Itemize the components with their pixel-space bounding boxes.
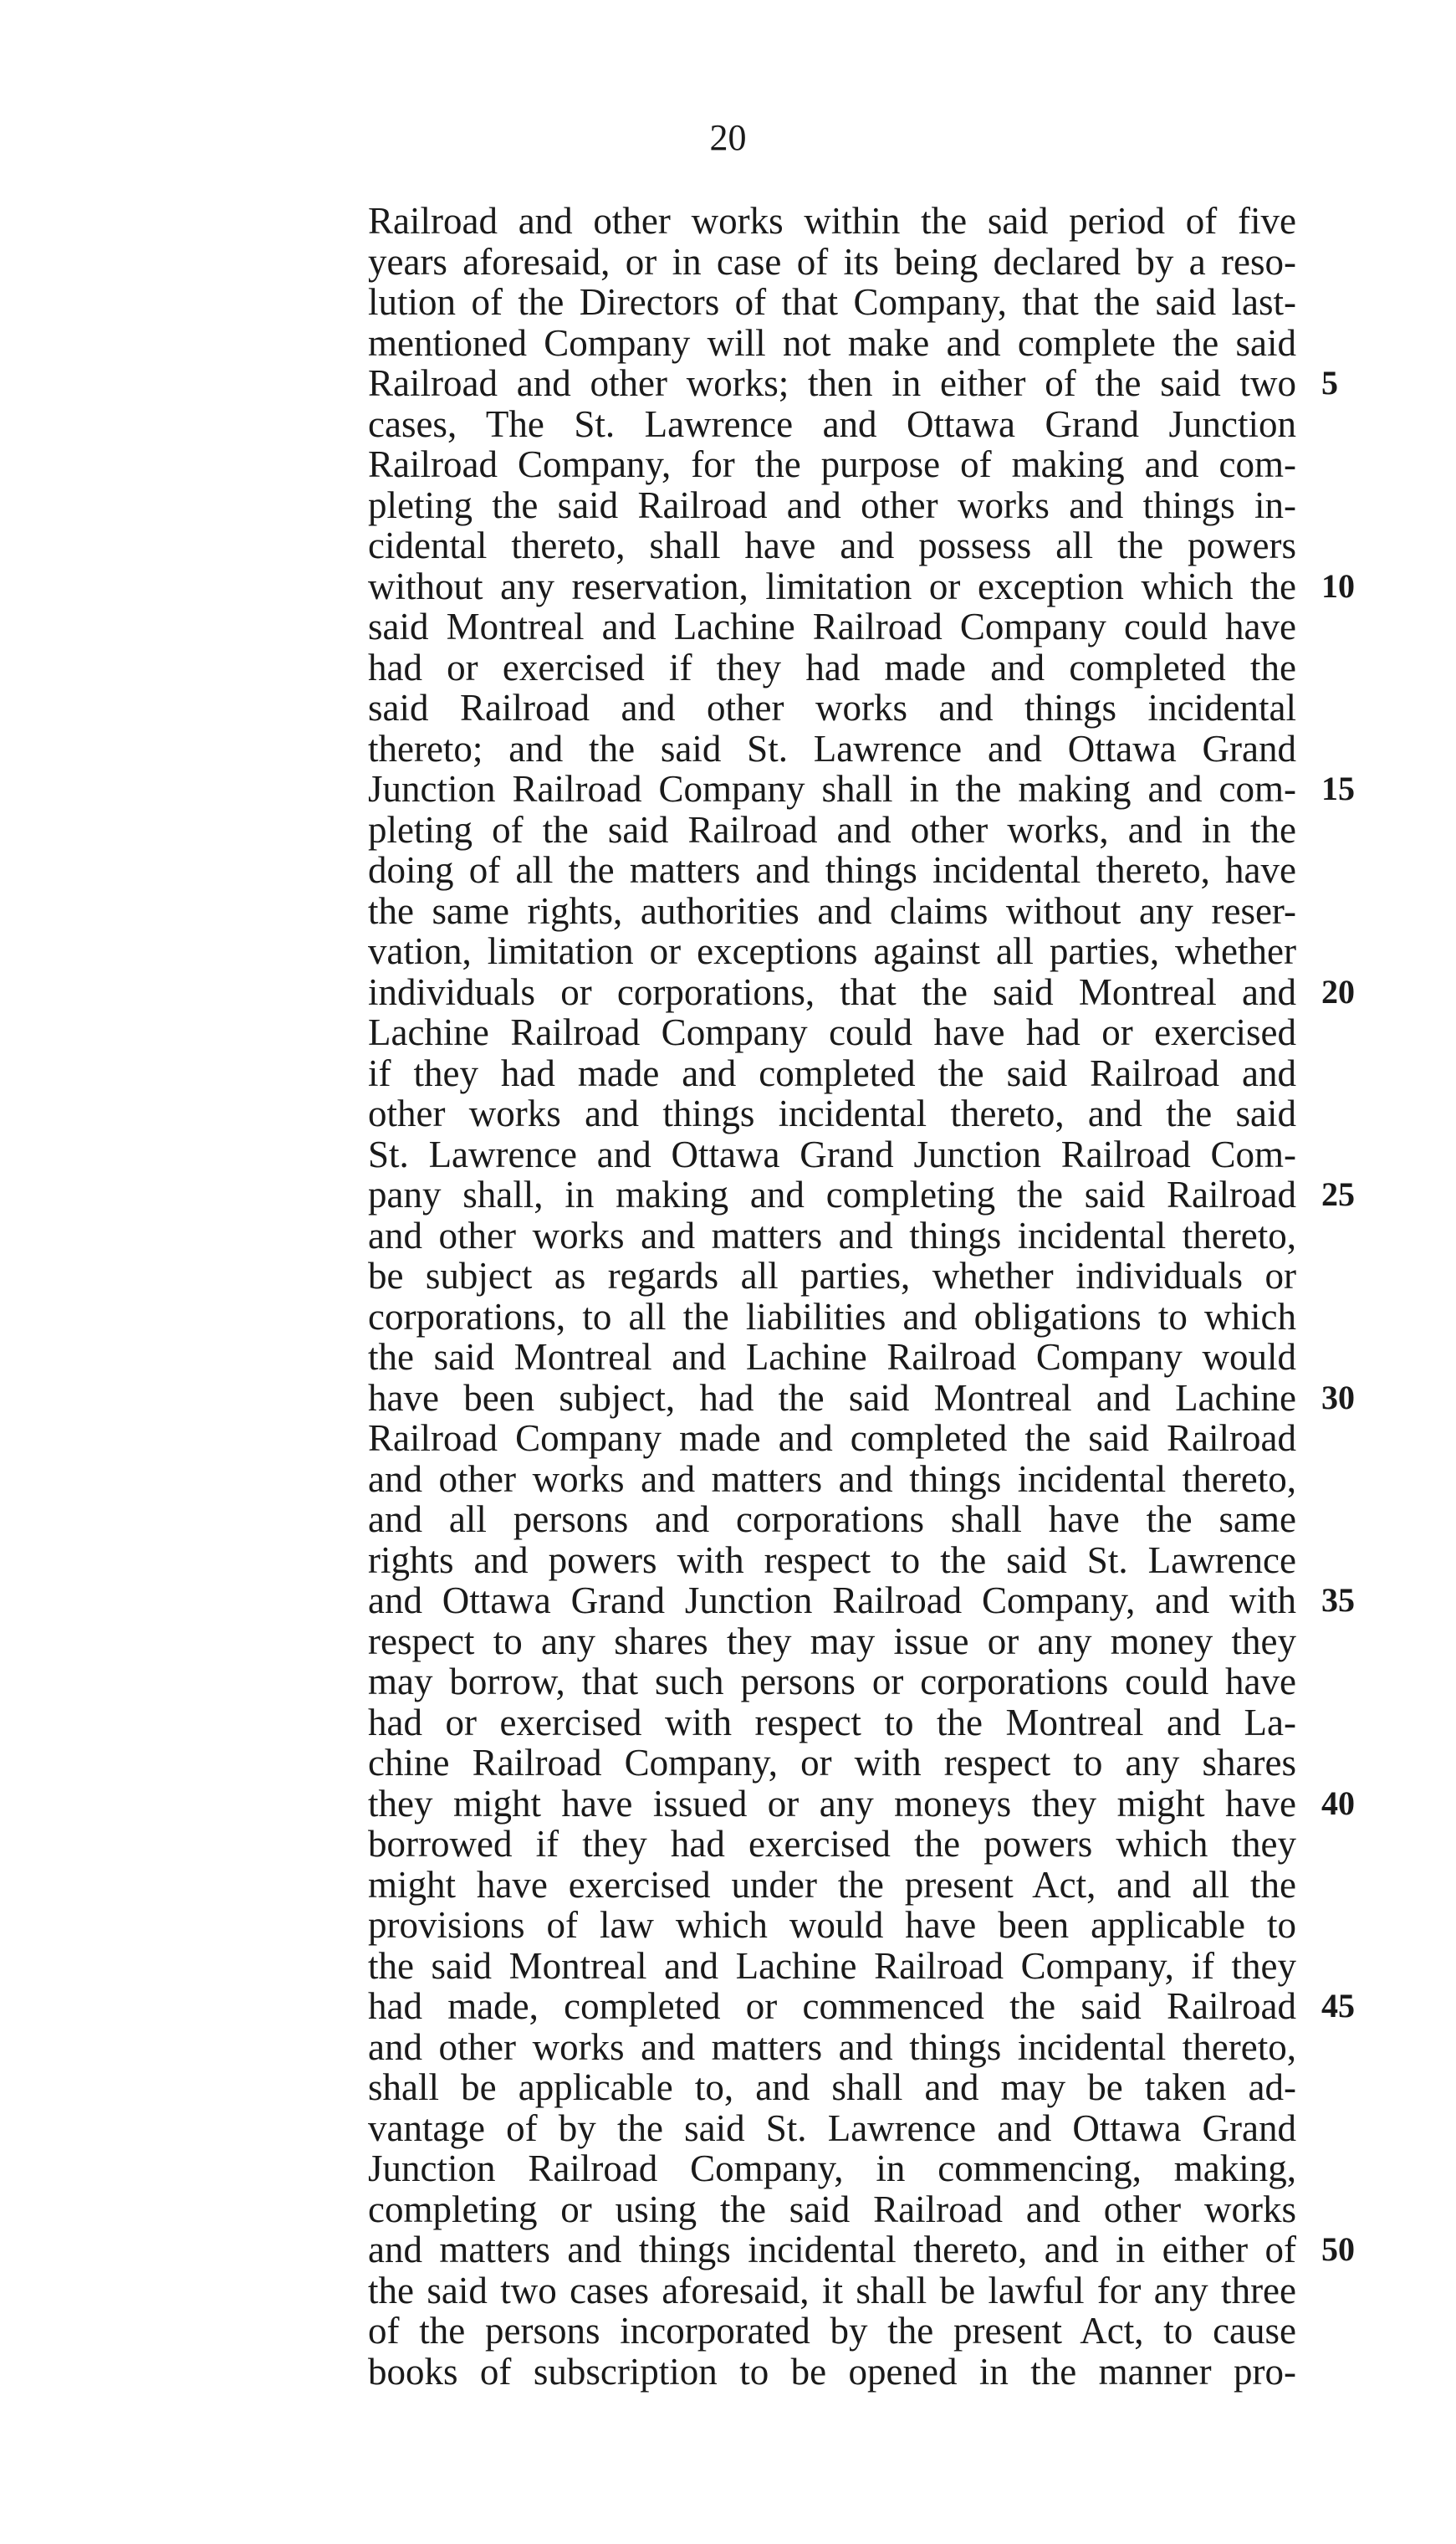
text-line: [368, 931, 1296, 972]
text-line: [368, 1702, 1296, 1743]
line-text: doing of all the matters and things incidental thereto, have: [368, 849, 1296, 891]
line-text: chine Railroad Company, or with respect to any shares: [368, 1742, 1296, 1784]
text-line: [368, 1743, 1296, 1784]
text-line: [368, 1499, 1296, 1540]
text-line: [368, 1053, 1296, 1094]
line-number: 20: [1321, 972, 1355, 1011]
text-line: [368, 1579, 1355, 1621]
body-text: [368, 200, 1355, 2393]
text-line: [368, 1824, 1296, 1865]
line-text: have been subject, had the said Montreal and Lachine: [368, 1376, 1296, 1419]
text-line: [368, 1985, 1355, 2027]
text-line: [368, 565, 1355, 607]
line-text: had or exercised if they had made and completed the: [368, 646, 1296, 688]
line-text: the same rights, authorities and claims without any reser-: [368, 889, 1296, 932]
line-text: books of subscription to be opened in the manner pro-: [368, 2350, 1296, 2393]
line-text: completing or using the said Railroad and other works: [368, 2188, 1296, 2230]
line-text: and other works and matters and things incidental thereto,: [368, 2025, 1296, 2068]
line-text: vation, limitation or exceptions against all parties, whether: [368, 930, 1296, 972]
line-text: mentioned Company will not make and complete the said: [368, 321, 1296, 364]
page-number: 20: [709, 117, 747, 158]
line-text: rights and powers with respect to the said St. Lawrence: [368, 1538, 1296, 1581]
text-line: [368, 970, 1355, 1013]
line-text: if they had made and completed the said Railroad and: [368, 1052, 1296, 1094]
text-line: [368, 1376, 1355, 1419]
text-line: [368, 1905, 1296, 1946]
text-line: [368, 1782, 1355, 1825]
text-line: [368, 201, 1296, 242]
text-line: [368, 648, 1296, 688]
line-text: pleting the said Railroad and other works and things in-: [368, 484, 1296, 526]
line-number: 35: [1321, 1581, 1355, 1619]
text-line: [368, 1540, 1296, 1581]
line-text: had made, completed or commenced the said Railroad: [368, 1985, 1296, 2027]
text-line: [368, 1661, 1296, 1702]
text-line: [368, 2108, 1296, 2149]
text-line: [368, 323, 1296, 364]
text-line: [368, 1621, 1296, 1662]
text-line: [368, 1256, 1296, 1297]
text-line: [368, 891, 1296, 932]
text-line: [368, 1093, 1296, 1134]
line-text: shall be applicable to, and shall and may be taken ad-: [368, 2066, 1296, 2108]
text-line: [368, 1216, 1296, 1257]
line-number: 15: [1321, 770, 1355, 807]
text-line: [368, 282, 1296, 323]
line-text: vantage of by the said St. Lawrence and Ottawa Grand: [368, 2106, 1296, 2149]
text-line: [368, 444, 1296, 485]
text-line: [368, 2270, 1296, 2311]
line-text: and other works and matters and things incidental thereto,: [368, 1457, 1296, 1500]
text-line: [368, 485, 1296, 526]
line-text: cidental thereto, shall have and possess all the powers: [368, 525, 1296, 566]
line-text: be subject as regards all parties, whether individuals or: [368, 1255, 1296, 1297]
line-number: 10: [1321, 566, 1355, 605]
line-text: individuals or corporations, that the said Montreal and: [368, 970, 1296, 1013]
text-line: [368, 2148, 1296, 2189]
line-text: respect to any shares they may issue or any money they: [368, 1620, 1296, 1662]
line-text: other works and things incidental thereto, and the said: [368, 1093, 1296, 1134]
text-line: [368, 525, 1296, 566]
text-line: [368, 1174, 1355, 1216]
line-text: said Railroad and other works and things incidental: [368, 687, 1296, 729]
text-line: [368, 607, 1296, 648]
line-text: without any reservation, limitation or exception which the: [368, 565, 1296, 607]
line-text: and all persons and corporations shall have the same: [368, 1498, 1296, 1540]
text-line: [368, 1337, 1296, 1378]
line-text: cases, The St. Lawrence and Ottawa Grand Junction: [368, 402, 1296, 445]
line-text: corporations, to all the liabilities and obligations to which: [368, 1295, 1296, 1338]
line-text: had or exercised with respect to the Montreal and La-: [368, 1701, 1296, 1743]
text-line: [368, 404, 1296, 445]
text-line: [368, 810, 1296, 851]
text-line: [368, 1012, 1296, 1053]
text-line: [368, 2311, 1296, 2352]
line-text: Railroad Company, for the purpose of making and com-: [368, 443, 1296, 485]
text-line: [368, 2067, 1296, 2108]
line-text: St. Lawrence and Ottawa Grand Junction Railroad Com-: [368, 1133, 1296, 1175]
text-line: [368, 1418, 1296, 1459]
line-text: of the persons incorporated by the present Act, to cause: [368, 2310, 1296, 2352]
line-text: they might have issued or any moneys they might have: [368, 1782, 1296, 1825]
text-line: [368, 850, 1296, 891]
line-text: provisions of law which would have been applicable to: [368, 1904, 1296, 1946]
line-text: borrowed if they had exercised the powers which they: [368, 1823, 1296, 1865]
text-line: [368, 2189, 1296, 2230]
line-number: 30: [1321, 1378, 1355, 1416]
line-text: pleting of the said Railroad and other works, and in the: [368, 808, 1296, 851]
text-line: [368, 2352, 1296, 2393]
text-line: [368, 1459, 1296, 1500]
text-line: [368, 1297, 1296, 1338]
line-text: Railroad and other works within the said period of five: [368, 200, 1296, 242]
line-text: the said Montreal and Lachine Railroad Company, if they: [368, 1944, 1296, 1987]
line-text: said Montreal and Lachine Railroad Company could have: [368, 606, 1296, 648]
line-text: lution of the Directors of that Company, that the said last-: [368, 281, 1296, 323]
line-text: the said two cases aforesaid, it shall be lawful for any three: [368, 2269, 1296, 2311]
line-text: and Ottawa Grand Junction Railroad Company, and with: [368, 1579, 1296, 1621]
line-text: Lachine Railroad Company could have had or exercised: [368, 1011, 1296, 1053]
line-number: 25: [1321, 1175, 1355, 1213]
line-number: 50: [1321, 2230, 1355, 2268]
line-text: Railroad and other works; then in either of the said two: [368, 362, 1296, 404]
line-number: 40: [1321, 1784, 1355, 1822]
line-number: 45: [1321, 1987, 1355, 2024]
line-text: the said Montreal and Lachine Railroad Company would: [368, 1336, 1296, 1378]
text-line: [368, 1134, 1296, 1175]
line-text: Junction Railroad Company shall in the making and com-: [368, 768, 1296, 810]
line-text: Junction Railroad Company, in commencing, making,: [368, 2147, 1296, 2189]
line-text: years aforesaid, or in case of its being declared by a reso-: [368, 240, 1296, 283]
line-text: and other works and matters and things incidental thereto,: [368, 1214, 1296, 1257]
line-text: thereto; and the said St. Lawrence and Ottawa Grand: [368, 727, 1296, 770]
line-number: 5: [1321, 364, 1338, 402]
text-line: [368, 729, 1296, 770]
text-line: [368, 2027, 1296, 2068]
line-text: may borrow, that such persons or corporations could have: [368, 1661, 1296, 1702]
line-text: pany shall, in making and completing the said Railroad: [368, 1174, 1296, 1216]
text-line: [368, 2229, 1355, 2270]
text-line: [368, 242, 1296, 283]
text-line: [368, 1865, 1296, 1906]
line-text: Railroad Company made and completed the said Railroad: [368, 1417, 1296, 1459]
text-line: [368, 1946, 1296, 1987]
text-line: [368, 688, 1296, 729]
text-line: [368, 768, 1355, 810]
line-text: and matters and things incidental thereto, and in either of: [368, 2229, 1296, 2270]
line-text: might have exercised under the present Act, and all the: [368, 1863, 1296, 1906]
text-line: [368, 362, 1338, 404]
